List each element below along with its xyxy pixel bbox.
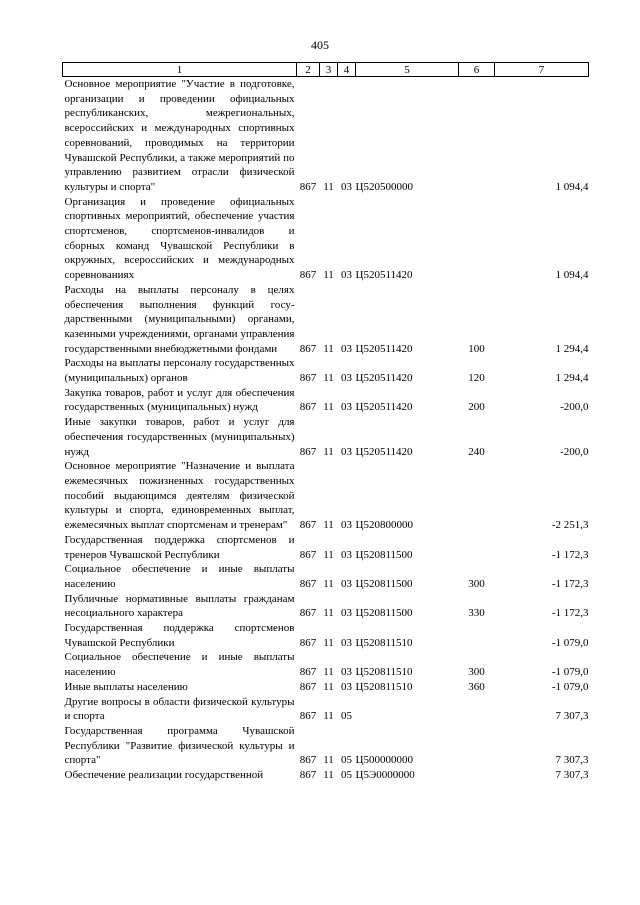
expense-type-cell [459,724,495,768]
amount-cell: -1 079,0 [551,680,589,693]
section-cell: 11 [323,769,334,782]
column-header: 1 [63,63,297,77]
row-name-cell: Закупка товаров, работ и услуг для обеспечения государственных (муниципальных) нужд [64,386,295,414]
ministry-code-cell: 867 [299,754,317,767]
row-name-cell: Социальное обеспечение и иные выплаты населению [64,651,295,679]
section-cell: 11 [323,401,334,414]
section-cell: 11 [323,342,334,355]
amount-cell: -1 172,3 [551,577,589,590]
ministry-code-cell: 867 [299,180,317,193]
ministry-code-cell: 867 [299,636,317,649]
subsection-cell: 03 [341,666,352,679]
subsection-cell: 03 [341,372,352,385]
expense-type-cell: 300 [468,666,485,679]
target-article-cell: Ц500000000 [355,754,413,767]
ministry-code-cell: 867 [299,680,317,693]
target-article-cell: Ц520511420 [355,445,413,458]
row-name-cell: Обеспечение реализации государственной [64,769,264,782]
target-article-cell: Ц520800000 [355,519,413,532]
table-row [63,415,589,459]
table-row [63,356,589,385]
subsection-cell: 03 [341,342,352,355]
ministry-code-cell: 867 [299,342,317,355]
section-cell: 11 [323,445,334,458]
table-row [63,77,589,195]
subsection-cell: 03 [341,636,352,649]
column-header: 4 [338,63,356,77]
row-name-cell: Расходы на выплаты персоналу в целях обеспечения выполнения функций государственными (муниципальными) органами, казенными учреждениями, органами управления государственными внебюджетными фондами [64,283,295,355]
section-cell: 11 [323,710,334,723]
expense-type-cell: 360 [468,680,485,693]
ministry-code-cell: 867 [299,269,317,282]
ministry-code-cell: 867 [299,372,317,385]
target-article-cell: Ц520511420 [355,342,413,355]
ministry-code-cell: 867 [299,401,317,414]
row-name-cell: Другие вопросы в области физической культуры и спорта [64,695,295,723]
expense-type-cell: 300 [468,577,485,590]
target-article-cell: Ц520500000 [355,180,413,193]
section-cell: 11 [323,680,334,693]
expense-type-cell [459,533,495,562]
table-row [63,459,589,533]
subsection-cell: 03 [341,607,352,620]
table-row [63,533,589,562]
target-article-cell: Ц520511420 [355,372,413,385]
expense-type-cell: 120 [468,372,485,385]
subsection-cell: 03 [341,401,352,414]
expense-type-cell [459,621,495,650]
target-article-cell: Ц520511420 [355,401,413,414]
amount-cell: -200,0 [560,445,589,458]
table-row [63,768,589,783]
subsection-cell: 03 [341,269,352,282]
amount-cell: 7 307,3 [555,710,589,723]
amount-cell: 1 094,4 [555,269,589,282]
target-article-cell: Ц520511420 [355,269,413,282]
row-name-cell: Иные выплаты населению [64,680,188,693]
column-header: 7 [495,63,589,77]
subsection-cell: 03 [341,445,352,458]
ministry-code-cell: 867 [299,710,317,723]
target-article-cell: Ц520811500 [355,607,413,620]
amount-cell: 1 294,4 [555,372,589,385]
ministry-code-cell: 867 [299,577,317,590]
expense-type-cell: 240 [468,445,485,458]
subsection-cell: 05 [341,710,352,723]
row-name-cell: Иные закупки товаров, работ и услуг для обеспечения государственных (муниципальных) нужд [64,416,295,458]
ministry-code-cell: 867 [299,666,317,679]
expense-type-cell [459,77,495,195]
row-name-cell: Расходы на выплаты персоналу государственных (муниципальных) органов [64,357,295,385]
table-row [63,195,589,283]
subsection-cell: 03 [341,577,352,590]
subsection-cell: 05 [341,754,352,767]
row-name-cell: Организация и проведение официальных спортивных мероприятий, обеспечение участия спортсменов, спортсменов-инвалидов и сборных команд Чувашской Республики в окружных, всероссийских и международных соревнованиях [64,195,295,282]
column-header: 2 [297,63,320,77]
table-row [63,386,589,415]
row-name-cell: Публичные нормативные выплаты гражданам несоциального характера [64,592,295,620]
table-row [63,650,589,679]
table-row [63,592,589,621]
table-row [63,283,589,357]
table-header-row [63,63,589,77]
table-row [63,724,589,768]
page-number: 405 [311,38,329,52]
section-cell: 11 [323,180,334,193]
row-name-cell: Основное мероприятие "Назначение и выплата ежемесячных пожизненных государственных пособий выдающимся деятелям физической культуры и спорта, единовременных выплат, ежемесячных выплат спортсменам и тренерам" [64,460,295,532]
target-article-cell: Ц520811510 [355,666,413,679]
section-cell: 11 [323,372,334,385]
ministry-code-cell: 867 [299,769,317,782]
amount-cell: -1 172,3 [551,607,589,620]
section-cell: 11 [323,519,334,532]
ministry-code-cell: 867 [299,607,317,620]
section-cell: 11 [323,666,334,679]
section-cell: 11 [323,577,334,590]
table-row [63,621,589,650]
target-article-cell: Ц5Э0000000 [355,769,415,782]
target-article-cell: Ц520811510 [355,636,413,649]
target-article-cell [356,695,459,724]
ministry-code-cell: 867 [299,445,317,458]
amount-cell: 1 294,4 [555,342,589,355]
expense-type-cell: 330 [468,607,485,620]
expense-type-cell [459,768,495,783]
column-header: 3 [320,63,338,77]
column-header: 5 [356,63,459,77]
section-cell: 11 [323,754,334,767]
expense-type-cell [459,195,495,283]
expense-type-cell [459,695,495,724]
amount-cell: -1 172,3 [551,548,589,561]
table-body [63,77,589,783]
section-cell: 11 [323,636,334,649]
amount-cell: 1 094,4 [555,180,589,193]
subsection-cell: 03 [341,519,352,532]
section-cell: 11 [323,269,334,282]
amount-cell: -2 251,3 [551,519,589,532]
row-name-cell: Государственная поддержка спортсменов Чувашской Республики [64,622,295,649]
ministry-code-cell: 867 [299,548,317,561]
amount-cell: -1 079,0 [551,666,589,679]
target-article-cell: Ц520811500 [355,548,413,561]
amount-cell: 7 307,3 [555,769,589,782]
subsection-cell: 05 [341,769,352,782]
expense-type-cell [459,459,495,533]
expense-type-cell: 100 [468,342,485,355]
subsection-cell: 03 [341,180,352,193]
row-name-cell: Государственная поддержка спортсменов и тренеров Чувашской Республики [64,533,295,561]
table-row [63,680,589,695]
row-name-cell: Социальное обеспечение и иные выплаты населению [64,563,295,590]
target-article-cell: Ц520811510 [355,680,413,693]
expense-type-cell: 200 [468,401,485,414]
amount-cell: -200,0 [560,401,589,414]
row-name-cell: Государственная программа Чувашской Республики "Развитие физической культуры и спорта" [64,724,295,767]
ministry-code-cell: 867 [299,519,317,532]
section-cell: 11 [323,607,334,620]
section-cell: 11 [323,548,334,561]
target-article-cell: Ц520811500 [355,577,413,590]
subsection-cell: 03 [341,680,352,693]
column-header: 6 [459,63,495,77]
row-name-cell: Основное мероприятие "Участие в подготовке, организации и проведении официальных республиканских, межрегиональных, всероссийских и международных спортивных соревнований, проводимых на территории Чувашской Республики, а также мероприятий по управлению развитием отрасли физической культуры и спорта" [64,78,295,193]
subsection-cell: 03 [341,548,352,561]
amount-cell: -1 079,0 [551,636,589,649]
amount-cell: 7 307,3 [555,754,589,767]
budget-table [62,62,589,783]
table-row [63,562,589,591]
table-row [63,695,589,724]
